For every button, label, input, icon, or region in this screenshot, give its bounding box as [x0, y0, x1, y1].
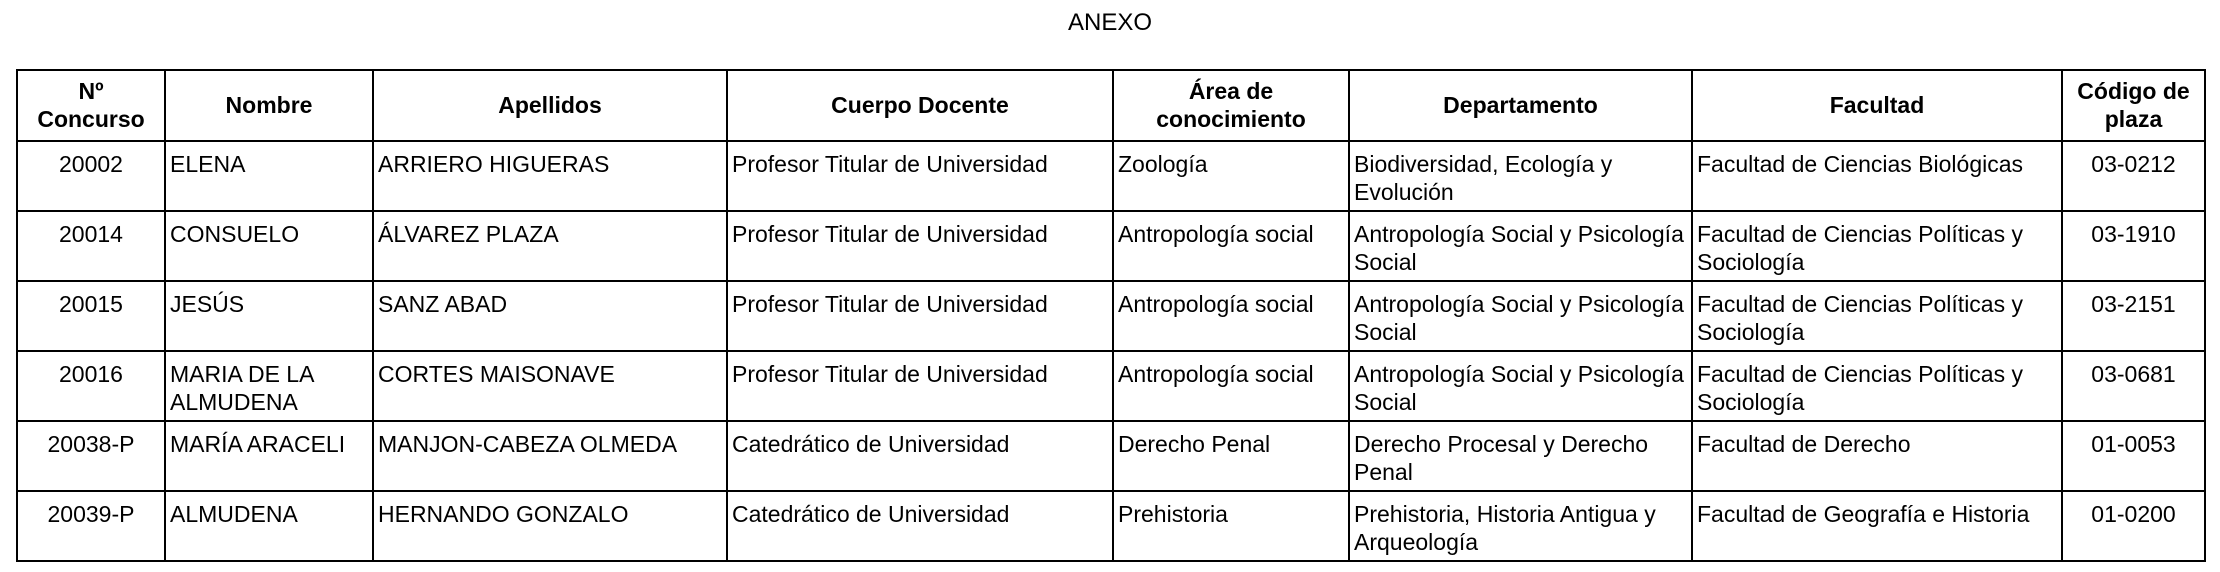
header-facultad: Facultad	[1692, 70, 2062, 141]
cell-codigo: 03-0212	[2062, 141, 2205, 211]
cell-area: Zoología	[1113, 141, 1349, 211]
cell-concurso: 20015	[17, 281, 165, 351]
cell-codigo: 03-2151	[2062, 281, 2205, 351]
cell-area: Antropología social	[1113, 351, 1349, 421]
table-row	[17, 211, 2205, 281]
cell-facultad: Facultad de Ciencias Políticas y Sociología	[1692, 351, 2062, 421]
cell-apellidos: ARRIERO HIGUERAS	[373, 141, 727, 211]
document-title: ANEXO	[1067, 9, 1153, 36]
cell-nombre: ELENA	[165, 141, 373, 211]
cell-nombre: ALMUDENA	[165, 491, 373, 561]
cell-area: Prehistoria	[1113, 491, 1349, 561]
cell-nombre: CONSUELO	[165, 211, 373, 281]
cell-codigo: 01-0200	[2062, 491, 2205, 561]
cell-facultad: Facultad de Ciencias Biológicas	[1692, 141, 2062, 211]
table-row	[17, 491, 2205, 561]
cell-apellidos: HERNANDO GONZALO	[373, 491, 727, 561]
cell-concurso: 20016	[17, 351, 165, 421]
table-row	[17, 141, 2205, 211]
cell-departamento: Prehistoria, Historia Antigua y Arqueología	[1349, 491, 1692, 561]
header-concurso: Nº Concurso	[17, 70, 165, 141]
cell-departamento: Derecho Procesal y Derecho Penal	[1349, 421, 1692, 491]
header-departamento: Departamento	[1349, 70, 1692, 141]
cell-cuerpo-docente: Profesor Titular de Universidad	[727, 351, 1113, 421]
cell-apellidos: CORTES MAISONAVE	[373, 351, 727, 421]
cell-facultad: Facultad de Derecho	[1692, 421, 2062, 491]
cell-facultad: Facultad de Ciencias Políticas y Sociología	[1692, 281, 2062, 351]
cell-cuerpo-docente: Catedrático de Universidad	[727, 491, 1113, 561]
table-row	[17, 421, 2205, 491]
cell-codigo: 03-1910	[2062, 211, 2205, 281]
table-row	[17, 351, 2205, 421]
cell-apellidos: ÁLVAREZ PLAZA	[373, 211, 727, 281]
cell-area: Antropología social	[1113, 281, 1349, 351]
cell-codigo: 03-0681	[2062, 351, 2205, 421]
cell-area: Derecho Penal	[1113, 421, 1349, 491]
cell-nombre: MARÍA ARACELI	[165, 421, 373, 491]
cell-concurso: 20002	[17, 141, 165, 211]
table-header-row	[17, 70, 2205, 141]
cell-cuerpo-docente: Profesor Titular de Universidad	[727, 141, 1113, 211]
cell-cuerpo-docente: Catedrático de Universidad	[727, 421, 1113, 491]
cell-cuerpo-docente: Profesor Titular de Universidad	[727, 281, 1113, 351]
cell-concurso: 20039-P	[17, 491, 165, 561]
header-codigo-plaza: Código de plaza	[2062, 70, 2205, 141]
cell-area: Antropología social	[1113, 211, 1349, 281]
cell-departamento: Antropología Social y Psicología Social	[1349, 211, 1692, 281]
cell-apellidos: SANZ ABAD	[373, 281, 727, 351]
header-nombre: Nombre	[165, 70, 373, 141]
cell-codigo: 01-0053	[2062, 421, 2205, 491]
cell-apellidos: MANJON-CABEZA OLMEDA	[373, 421, 727, 491]
cell-concurso: 20038-P	[17, 421, 165, 491]
anexo-table	[16, 69, 2206, 562]
cell-departamento: Antropología Social y Psicología Social	[1349, 351, 1692, 421]
cell-departamento: Biodiversidad, Ecología y Evolución	[1349, 141, 1692, 211]
cell-facultad: Facultad de Geografía e Historia	[1692, 491, 2062, 561]
header-apellidos: Apellidos	[373, 70, 727, 141]
table-row	[17, 281, 2205, 351]
header-area-conocimiento: Área de conocimiento	[1113, 70, 1349, 141]
cell-facultad: Facultad de Ciencias Políticas y Sociología	[1692, 211, 2062, 281]
cell-departamento: Antropología Social y Psicología Social	[1349, 281, 1692, 351]
cell-nombre: JESÚS	[165, 281, 373, 351]
header-cuerpo-docente: Cuerpo Docente	[727, 70, 1113, 141]
cell-cuerpo-docente: Profesor Titular de Universidad	[727, 211, 1113, 281]
cell-concurso: 20014	[17, 211, 165, 281]
cell-nombre: MARIA DE LA ALMUDENA	[165, 351, 373, 421]
